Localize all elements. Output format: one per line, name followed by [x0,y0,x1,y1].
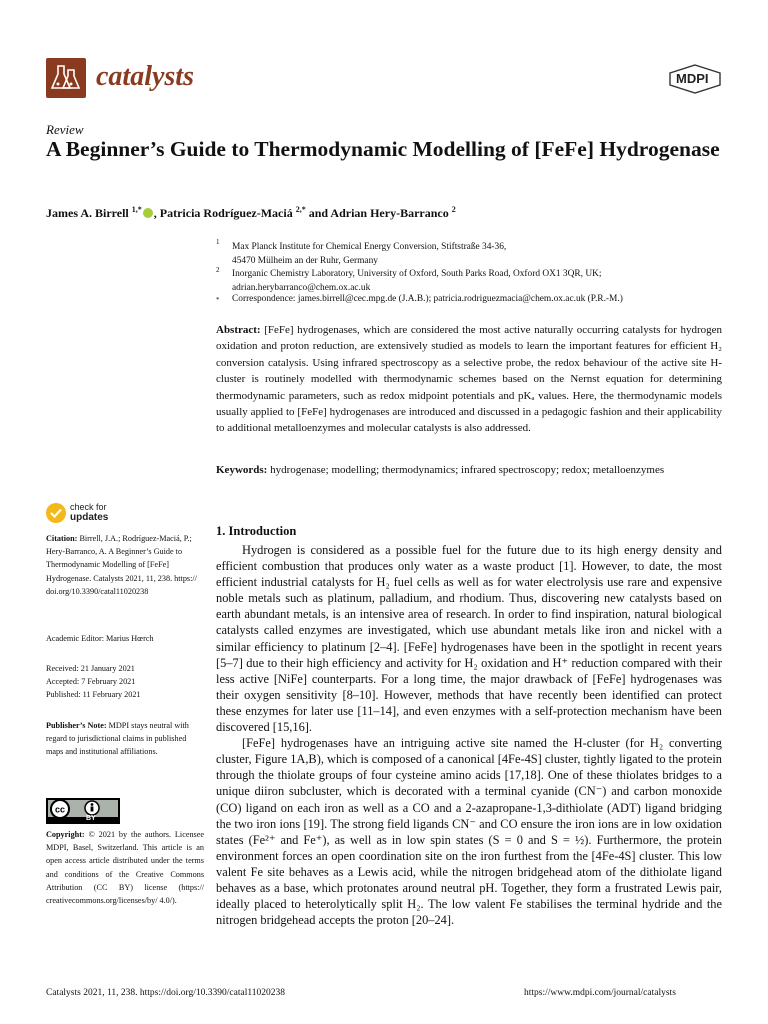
affiliation: Max Planck Institute for Chemical Energy Conversion, Stiftstraße 34-36, 45470 Mülheim an der Ruhr, Germany [232,242,507,266]
journal-logo-icon [46,58,86,98]
section-body [216,542,722,928]
check-for-updates-button[interactable]: check for updates [70,502,109,523]
published-date: Published: 11 February 2021 [46,690,141,699]
author-affiliation-marker: 2 [451,205,456,214]
paragraph: Hydrogen is considered as a possible fuel for the future due to its high energy density and efficient combustion that produces only water as a waste product [1]. However, to date, the most efficient industrial catalysts for H₂ fuel cells as well as for water electrolysis use rare and expensive noble metals such as platinum, palladium, and rhodium. Thus, discovering new catalysts based on earth abundant metals, is an intensive area of research. In order to find inspiration, natural biological catalysts called enzymes are investigated, which use abundant metals like iron and nickel with a similar efficiency to platinum [2–4]. [FeFe] hydrogenases have been in the spotlight in recent years [5–7] due to their high efficiency and activity for H₂ oxidation and H⁺ reduction compared with their less active [NiFe] counterparts. For a long time, the major drawback of [FeFe] hydrogenases was their oxygen sensitivity [8–10]. However, methods that have recently been identified can protect these enzymes for later use [11–14], and even enzymes with a self-protection mechanism have been discovered [15,16]. [216,543,722,735]
academic-editor: Academic Editor: Marius Hœrch [46,634,154,643]
journal-name[interactable]: catalysts [96,61,194,92]
keywords-label: Keywords: [216,464,268,476]
author-name[interactable]: Adrian Hery-Barranco [330,206,449,220]
abstract [216,322,722,437]
svg-text:cc: cc [54,804,66,815]
footer-citation[interactable]: Catalysts 2021, 11, 238. https://doi.org/10.3390/catal11020238 [46,988,285,998]
article-type: Review [46,122,84,137]
affiliation-number: * [216,296,220,304]
article-title: A Beginner’s Guide to Thermodynamic Modelling of [FeFe] Hydrogenase [46,137,720,161]
copyright: Copyright: © 2021 by the authors. Licensee MDPI, Basel, Switzerland. This article is an open access article distributed under the terms and conditions of the Creative Commons Attribution (CC BY) license (https:// creativecommons.org/licenses/by/ 4.0/). [46,830,205,906]
affiliation-number: 2 [216,266,220,274]
mdpi-logo-icon[interactable] [668,64,722,94]
abstract-label: Abstract: [216,324,261,336]
accepted-date: Accepted: 7 February 2021 [46,677,136,686]
paragraph: [FeFe] hydrogenases have an intriguing active site named the H-cluster (for H₂ converting cluster, Figure 1A,B), which is composed of a canonical [4Fe-4S] cluster, tightly ligated to the protein through the thiolate groups of four cysteine amino acids [17,18]. One of these thiolates bridges to a unique diiron subcluster, which is decorated with a terminal cyanide (CN⁻) and carbon monoxide (CO) ligand on each iron as well as a CO and a 2-azapropane-1,3-dithiolate (ADT) ligand bridging the two iron ions [19]. The strong field ligands CN⁻ and CO ensure the iron ions are in low oxidation states (Fe²⁺ and Fe⁺), as well as in low spin states (S = 0 and S = ½). Furthermore, the protein environment forces an open coordination site on the iron furthest from the [4Fe-4S] cluster. This low valent Fe site behaves as a Lewis acid, while the nitrogen bridgehead atom of the dithiolate ligand behaves as a base, which protonates around neutral pH. Together, they form a frustrated Lewis pair, ideally placed to heterolytically split H₂. The low valent Fe stabilises the terminal hydride and the nitrogen bridgehead accepts the proton [20–24]. [216,736,722,928]
author-list: James A. Birrell $^{1,*}$ , Patricia Rodríguez-Maciá $^{2,*}$ and Adrian Hery-Barranco $^2$ [46,205,456,220]
affiliation: Inorganic Chemistry Laboratory, University of Oxford, South Parks Road, Oxford OX1 3QR, UK; adrian.herybarranco@chem.ox.ac.uk [232,269,602,293]
author-name[interactable]: James A. Birrell [46,206,129,220]
footer-journal-url[interactable]: https://www.mdpi.com/journal/catalysts [524,988,676,998]
mdpi-logo-text: MDPI [676,71,709,86]
cc-by-license-icon[interactable] [46,798,120,824]
check-for-updates-icon[interactable] [46,503,66,523]
orcid-icon[interactable] [143,208,153,218]
affiliation-number: 1 [216,238,220,246]
cc-by-label: BY [86,815,96,822]
received-date: Received: 21 January 2021 [46,664,135,673]
author-affiliation-marker: 1,* [131,205,142,214]
keywords-text: hydrogenase; modelling; thermodynamics; infrared spectroscopy; redox; metalloenzymes [270,464,665,476]
keywords [216,462,722,478]
citation: Citation: Birrell, J.A.; Rodríguez-Maciá, P.; Hery-Barranco, A. A Beginner’s Guide to Thermodynamic Modelling of [FeFe] Hydrogenase. Catalysts 2021, 11, 238. https:// doi.org/10.3390/catal11020238 [46,534,197,596]
author-affiliation-marker: 2,* [295,205,306,214]
section-heading: 1. Introduction [216,524,297,538]
correspondence: Correspondence: james.birrell@cec.mpg.de (J.A.B.); patricia.rodriguezmacia@chem.ox.ac.uk (P.R.-M.) [232,294,623,304]
author-name[interactable]: Patricia Rodríguez-Maciá [159,206,293,220]
abstract-text: [FeFe] hydrogenases, which are considered the most active naturally occurring catalysts for hydrogen oxidation and proton reduction, are extensively studied as models to learn the important features for efficient H₂ conversion catalysis. Using infrared spectroscopy as a selective probe, the redox behaviour of the active site H-cluster is routinely modelled with thermodynamic schemes based on the Nernst equation for determining thermodynamic parameters, such as redox midpoint potentials and pKₐ values. Here, the thermodynamic models usually applied to [FeFe] hydrogenases are introduced and discussed in a pedagogic fashion and their applicability to additional metalloenzymes and molecular catalysts is also addressed. [216,324,722,435]
publishers-note: Publisher’s Note: MDPI stays neutral with regard to jurisdictional claims in published maps and institutional affiliations. [46,721,189,757]
